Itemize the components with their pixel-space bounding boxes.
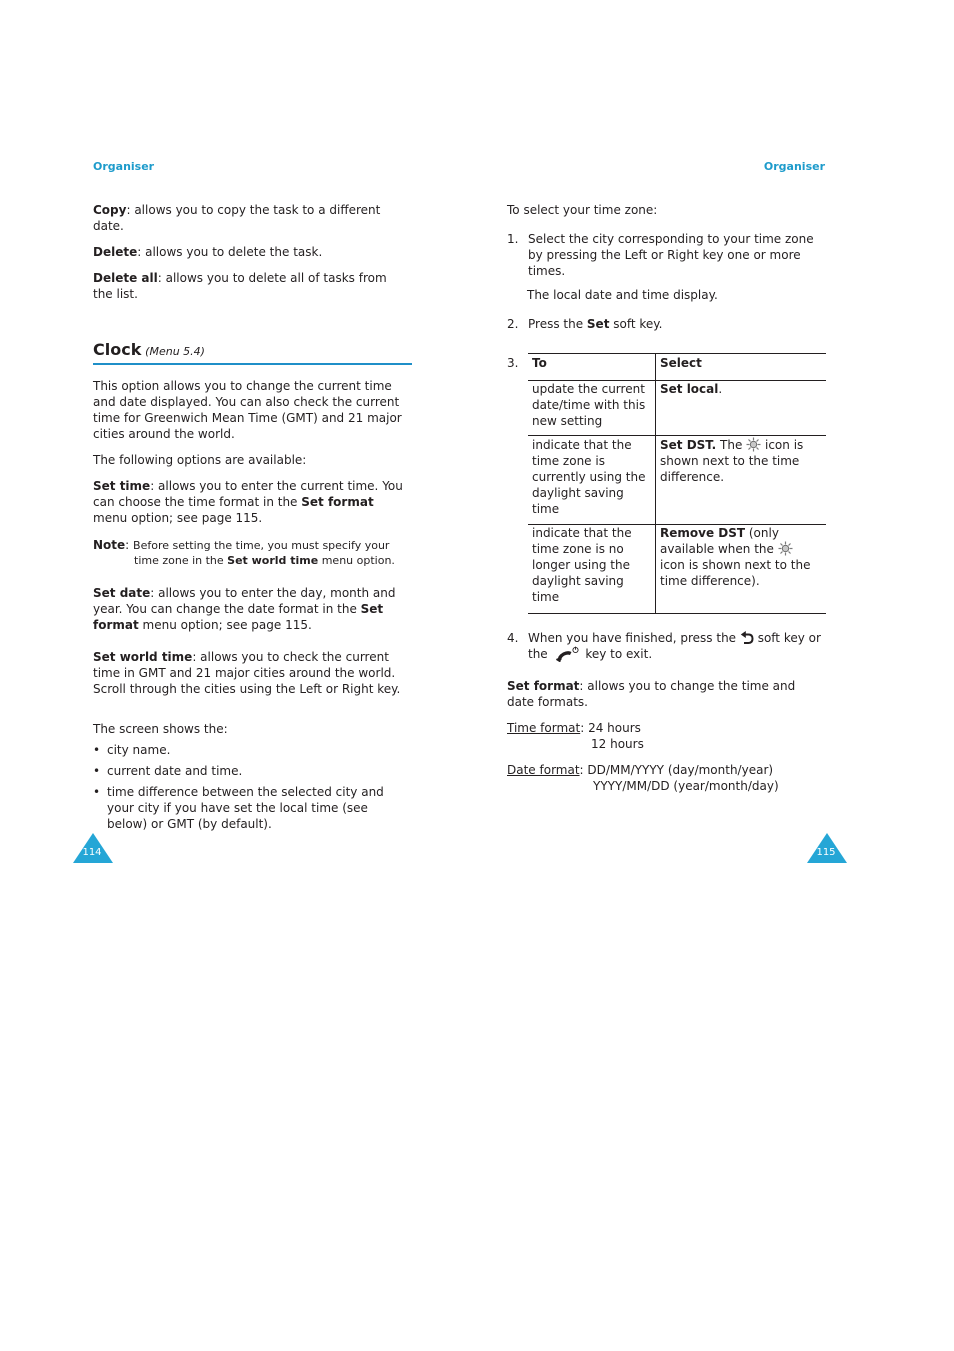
step-number: 1. [507,232,519,246]
format-label: Date format [507,763,580,777]
format-label: Time format [507,721,581,735]
option-description: : allows you to enter the day, month and [150,586,396,600]
text-line: by pressing the Left or Right key one or more [528,248,801,262]
text-line: and date displayed. You can also check the current [93,395,400,409]
bullet: • [93,764,101,778]
format-value: 24 hours [588,721,641,735]
list-item [93,763,413,779]
header-label: Select [660,356,702,370]
time-format [507,720,644,752]
table-header-cell [660,355,702,371]
text-line [93,585,395,601]
format-value: YYYY/MM/DD (year/month/day) [593,779,779,793]
set-format-option [507,678,795,710]
step-number: 4. [507,631,519,645]
table-cell [660,437,803,485]
text-line [507,720,644,736]
clock-heading [93,341,205,359]
delete-all-option [93,270,387,302]
text-segment: : [125,538,134,552]
text-line [507,678,795,694]
step-3 [507,355,518,371]
text-line: current date and time. [107,764,243,778]
text-line [93,270,387,286]
format-value: DD/MM/YYYY (day/month/year) [587,763,774,777]
text-line: city name. [107,743,171,757]
action-term: Set DST. [660,438,717,452]
text-line [93,649,400,665]
page-number-badge-right [807,833,847,864]
text-line: new setting [532,414,603,428]
bullet: • [93,743,101,757]
text-line [507,762,779,778]
text-line [528,316,663,332]
menu-reference: (Menu 5.4) [145,345,205,358]
menu-term: Set world time [227,554,319,567]
option-description: : allows you to copy the task to a different [126,203,381,217]
text-line [660,381,722,397]
copy-option [93,202,380,234]
dst-icon [746,437,761,452]
set-time-option [93,478,403,526]
text-line: update the current [532,382,645,396]
table-cell [532,437,645,517]
text-segment: . [718,382,723,396]
table-column-divider [655,353,656,614]
text-line [660,525,810,541]
option-description: : allows you to check the current [192,650,389,664]
text-line: Select the city corresponding to your time zone [528,232,814,246]
text-line: indicate that the [532,526,632,540]
text-line: time [532,590,560,604]
option-term: Copy [93,203,127,217]
text-line [93,494,403,510]
note-label: Note [93,538,126,552]
section-header-left: Organiser [93,160,155,173]
table-rule [528,435,826,436]
text-line: This option allows you to change the current time [93,379,392,393]
text-line: time in GMT and 21 major cities around the world. [93,666,396,680]
option-description: : allows you to delete the task. [137,245,323,259]
format-value: 12 hours [591,737,644,751]
text-line: time difference). [660,574,760,588]
section-title: Clock [93,340,142,359]
text-line: The local date and time display. [527,288,718,302]
table-cell [532,525,632,605]
text-line [93,601,395,617]
text-line: below) or GMT (by default). [107,817,272,831]
text-segment: When you have finished, press the [528,631,740,645]
step-2 [507,316,827,332]
text-line: date formats. [507,695,588,709]
text-line: the list. [93,287,138,301]
text-line: date/time with this [532,398,646,412]
text-segment: The [716,438,747,452]
action-term: Remove DST [660,526,746,540]
heading-rule [93,363,412,365]
option-description: : allows you to change the time and [579,679,796,693]
clock-intro [93,378,402,442]
date-format [507,762,779,794]
option-term: Delete all [93,271,158,285]
header-text [532,355,547,371]
text-line [93,537,395,553]
text-line: time for Greenwich Mean Time (GMT) and 21 major [93,411,402,425]
text-line: indicate that the [532,438,632,452]
text-line [93,553,395,569]
text-segment: the [528,647,552,661]
text-segment: menu option; see page 115. [138,618,312,632]
text-line: The screen shows the: [93,722,228,736]
page-number: 115 [816,847,836,858]
menu-term: format [93,618,139,632]
text-line: difference. [660,470,725,484]
step-number: 3. [507,356,519,370]
page-number-badge-left [73,833,113,864]
menu-term: Set [360,602,384,616]
text-segment: year. You can change the date format in the [93,602,361,616]
list-item [93,742,413,758]
back-soft-key-icon [740,631,754,645]
set-world-time-option [93,649,400,697]
text-line [93,244,322,260]
step-text [528,630,821,662]
page-number: 114 [82,847,102,858]
note [93,537,395,569]
text-segment: soft key. [609,317,663,331]
text-line: daylight saving [532,574,624,588]
text-line: time difference between the selected city and [107,785,384,799]
list-item-text [107,763,242,779]
text-line: longer using the [532,558,630,572]
text-line [93,478,403,494]
step-4 [507,630,827,662]
text-line: daylight saving [532,486,624,500]
table-cell [660,381,722,397]
note-text: menu option. [318,554,395,567]
option-term: Set date [93,586,151,600]
text-line [528,646,821,662]
text-line: icon is shown next to the [660,558,811,572]
option-description: : allows you to delete all of tasks from [157,271,387,285]
list-item-text [107,784,384,832]
table-rule [528,353,826,354]
text-segment: Press the [528,317,587,331]
step-1 [507,231,827,279]
table-header-cell [532,355,547,371]
delete-option [93,244,322,260]
text-line: cities around the world. [93,427,235,441]
text-segment: : [580,721,589,735]
options-intro [93,452,306,468]
table-rule [528,613,826,614]
text-segment: key to exit. [581,647,653,661]
text-line [93,617,395,633]
text-line: menu option; see page 115. [93,511,263,525]
text-line: The following options are available: [93,453,307,467]
text-line [528,630,821,646]
dst-icon [778,541,793,556]
text-line [660,437,803,453]
text-segment: icon is [761,438,804,452]
bullet: • [93,785,101,799]
screen-shows-intro [93,721,228,737]
list-item [93,784,413,832]
step-text [528,316,663,332]
set-date-option [93,585,395,633]
list-item-text [107,742,170,758]
text-line: shown next to the time [660,454,800,468]
note-text: time zone in the [134,554,228,567]
section-header-right: Organiser [763,160,825,173]
step-text [528,231,814,279]
option-term: Set format [507,679,580,693]
option-term: Delete [93,245,138,259]
text-segment: available when the [660,542,778,556]
text-line: time zone is no [532,542,624,556]
end-key-icon [552,646,582,662]
table-cell [660,525,810,589]
text-segment: can choose the time format in the [93,495,302,509]
text-line: time [532,502,560,516]
text-segment: : [579,763,588,777]
text-segment: soft key or [753,631,821,645]
text-line [660,541,810,557]
text-line: Scroll through the cities using the Left or Right key. [93,682,401,696]
header-text [660,355,702,371]
text-line [93,202,380,218]
action-term: Set local [660,382,719,396]
step-number: 2. [507,317,519,331]
step-1-result [527,287,718,303]
table-cell [532,381,645,429]
text-segment: (only [745,526,779,540]
soft-key-term: Set [586,317,610,331]
text-line: currently using the [532,470,646,484]
text-line: To select your time zone: [507,203,658,217]
text-line: your city if you have set the local time (see [107,801,368,815]
header-label: To [532,356,547,370]
text-line: date. [93,219,124,233]
time-zone-intro [507,202,657,218]
note-text: Before setting the time, you must specify your [133,539,390,552]
text-line: time zone is [532,454,605,468]
option-term: Set time [93,479,151,493]
menu-term: Set format [301,495,374,509]
option-term: Set world time [93,650,193,664]
option-description: : allows you to enter the current time. You [150,479,403,493]
text-line: times. [528,264,566,278]
